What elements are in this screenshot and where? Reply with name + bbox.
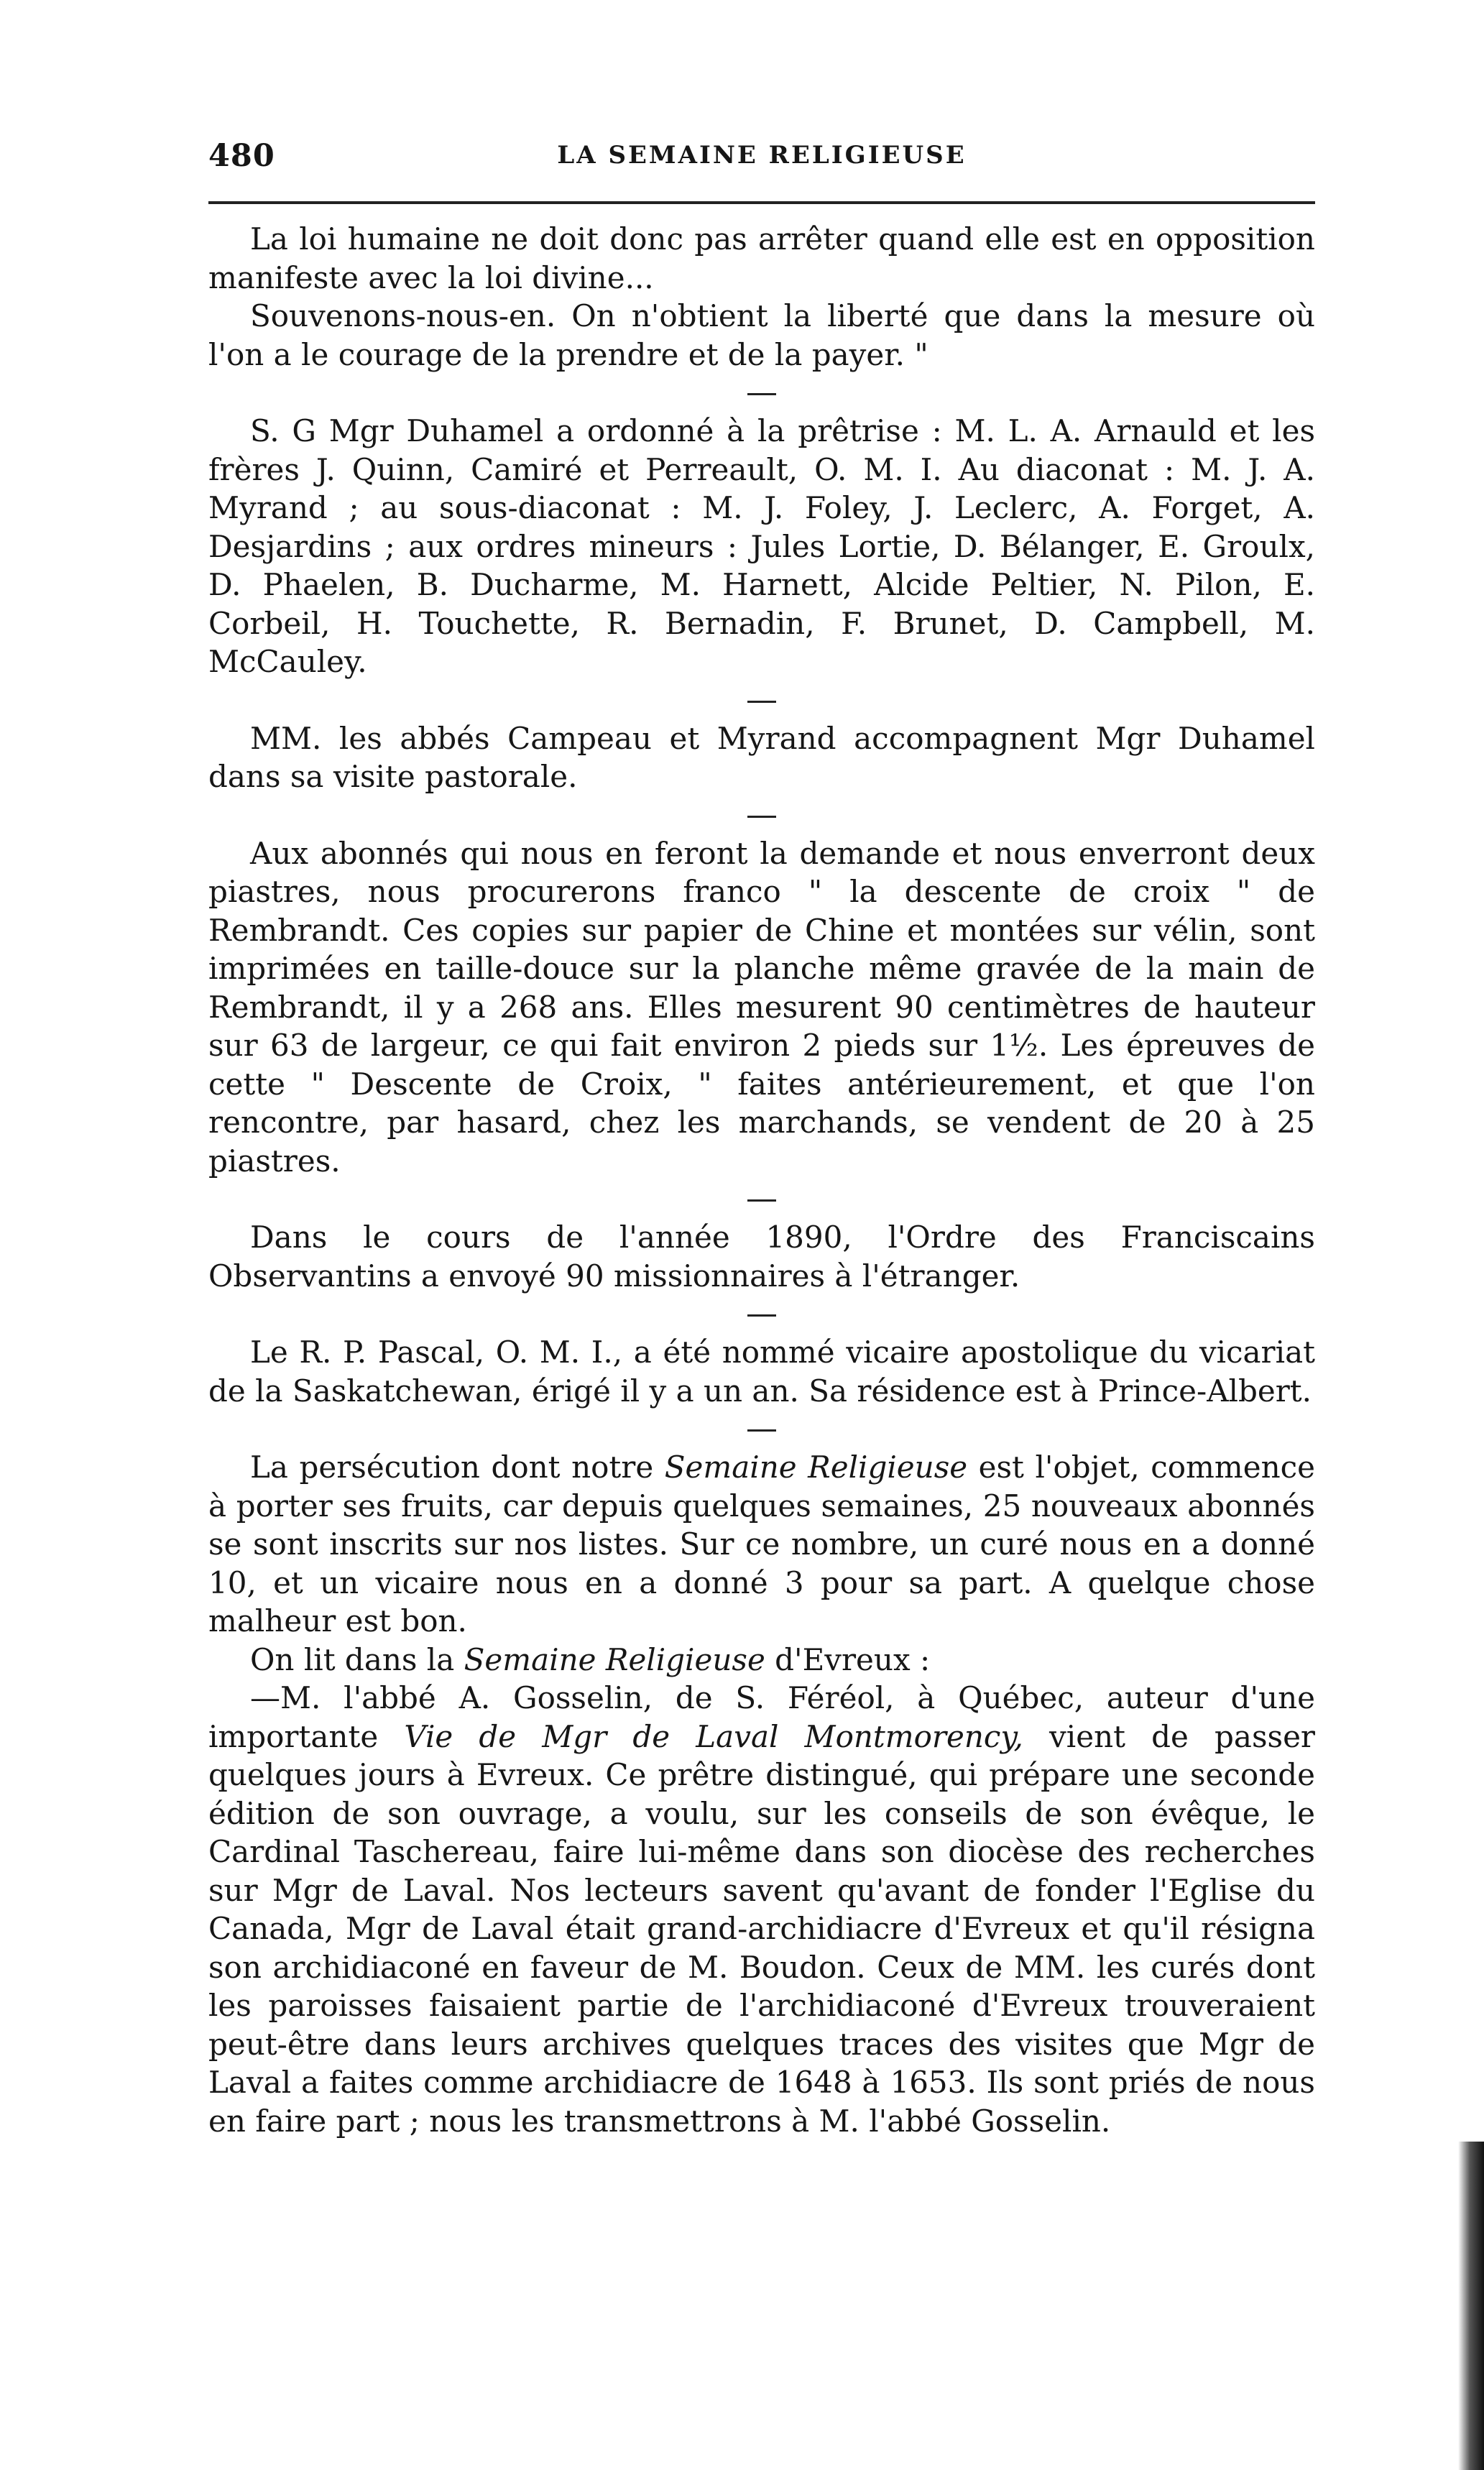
running-title: LA SEMAINE RELIGIEUSE xyxy=(557,141,967,170)
section-divider xyxy=(747,393,776,395)
page-number: 480 xyxy=(208,138,275,174)
text-run: On lit dans la xyxy=(250,1641,464,1677)
text-run: vient de passer quelques jours à Evreux. Ce prêtre distingué, qui prépare une seconde édition de son ouvrage, a voulu, sur les conseils de son évêque, le Cardinal Taschereau, faire lui-même dans son diocèse des recherches sur Mgr de Laval. Nos lecteurs savent qu'avant de fonder l'Eglise du Canada, Mgr de Laval était grand-archidiacre d'Evreux et qu'il résigna son archidiaconé en faveur de M. Boudon. Ceux de MM. les curés dont les paroisses faisaient partie de l'archidiaconé d'Evreux trouveraient peut-être dans leurs archives quelques traces des visites que Mgr de Laval a faites comme archidiacre de 1648 à 1653. Ils sont priés de nous en faire part ; nous les transmettrons à M. l'abbé Gosselin. xyxy=(208,1718,1315,2139)
section-divider xyxy=(747,1199,776,1202)
text-run: —M. l'abbé A. Gosselin, de S. Féréol, à Québec, auteur d'une importante xyxy=(208,1680,1315,1754)
paragraph-vicaire-apostolique: Le R. P. Pascal, O. M. I., a été nommé vicaire apostolique du vicariat de la Saskatchewan, érigé il y a un an. Sa résidence est à Prince-Albert. xyxy=(208,1335,1315,1409)
section-divider xyxy=(747,816,776,818)
section-divider xyxy=(747,1429,776,1432)
paragraph-rembrandt: Aux abonnés qui nous en feront la demande et nous enverront deux piastres, nous procurerons franco " la descente de croix " de Rembrandt. Ces copies sur papier de Chine et montées sur vélin, sont imprimées en taille-douce sur la planche même gravée de la main de Rembrandt, il y a 268 ans. Elles mesurent 90 centimètres de hauteur sur 63 de largeur, ce qui fait environ 2 pieds sur 1½. Les épreuves de cette " Descente de Croix, " faites antérieurement, et que l'on rencontre, par hasard, chez les marchands, se vendent de 20 à 25 piastres. xyxy=(208,835,1315,1179)
section-divider xyxy=(747,1314,776,1317)
book-title: Vie de Mgr de Laval Montmorency, xyxy=(404,1718,1023,1754)
paragraph-souvenons: Souvenons-nous-en. On n'obtient la liberté que dans la mesure où l'on a le courage de la prendre et de la payer. " xyxy=(208,298,1315,372)
text-run: d'Evreux : xyxy=(765,1641,931,1677)
page-header xyxy=(208,138,1315,178)
header-rule xyxy=(208,201,1315,204)
scan-edge-shadow xyxy=(1458,2142,1484,2470)
text-run: est l'objet, commence à porter ses fruits, car depuis quelques semaines, 25 nouveaux abonnés se sont inscrits sur nos listes. Sur ce nombre, un curé nous en a donné 10, et un vicaire nous en a donné 3 pour sa part. A quelque chose malheur est bon. xyxy=(208,1450,1315,1639)
paragraph-franciscains: Dans le cours de l'année 1890, l'Ordre des Franciscains Observantins a envoyé 90 missionnaires à l'étranger. xyxy=(208,1220,1315,1294)
section-divider xyxy=(747,701,776,703)
journal-title: Semaine Religieuse xyxy=(664,1450,968,1485)
paragraph-gosselin xyxy=(208,1679,1315,2140)
article-body xyxy=(208,220,1315,2140)
paragraph-persecution xyxy=(208,1448,1315,1641)
journal-title: Semaine Religieuse xyxy=(464,1641,765,1677)
paragraph-loi-humaine: La loi humaine ne doit donc pas arrêter quand elle est en opposition manifeste avec la loi divine... xyxy=(208,221,1315,295)
paragraph-ordinations: S. G Mgr Duhamel a ordonné à la prêtrise : M. L. A. Arnauld et les frères J. Quinn, Camiré et Perreault, O. M. I. Au diaconat : M. J. A. Myrand ; au sous-diaconat : M. J. Foley, J. Leclerc, A. Forget, A. Desjardins ; aux ordres mineurs : Jules Lortie, D. Bélanger, E. Groulx, D. Phaelen, B. Ducharme, M. Harnett, Alcide Peltier, N. Pilon, E. Corbeil, H. Touchette, R. Bernadin, F. Brunet, D. Campbell, M. McCauley. xyxy=(208,413,1315,679)
paragraph-on-lit xyxy=(208,1641,1315,1679)
paragraph-visite-pastorale: MM. les abbés Campeau et Myrand accompagnent Mgr Duhamel dans sa visite pastorale. xyxy=(208,720,1315,794)
text-run: La persécution dont notre xyxy=(250,1450,665,1485)
